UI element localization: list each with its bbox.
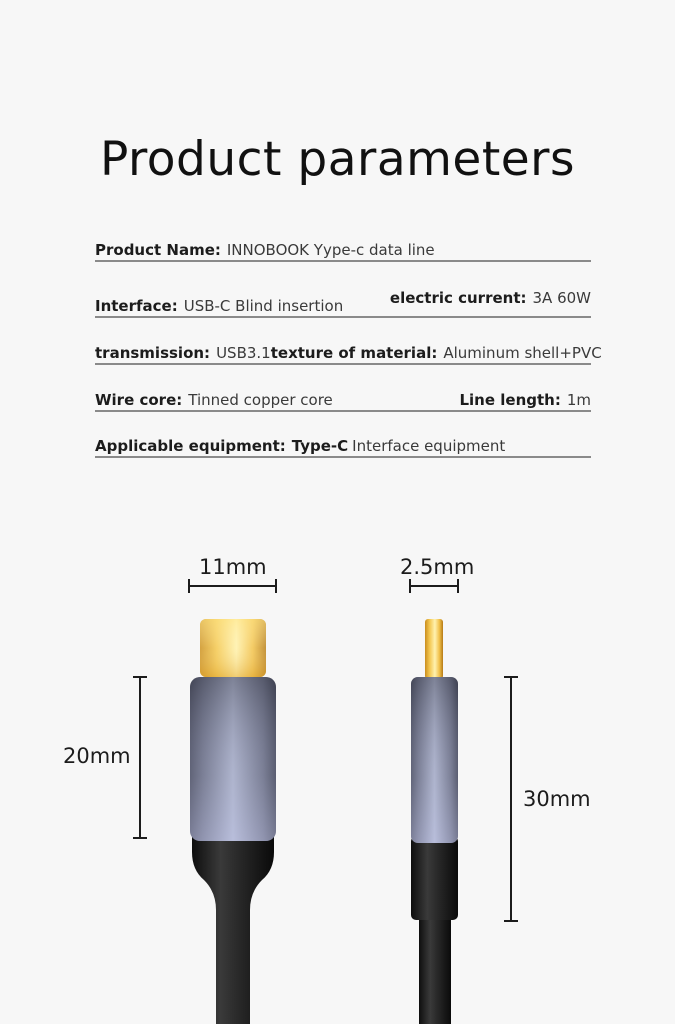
side-connector [411,619,458,1024]
front-connector [190,619,276,1024]
width-side-dimension-line [410,579,458,593]
electric-current-label: electric current: [389,289,527,307]
width-front-label: 11mm [199,555,267,579]
line-length-value: 1m [566,391,591,409]
texture-value: Aluminum shell+PVC [443,344,602,362]
height-front-dimension-line [133,677,147,838]
texture-label: texture of material: [270,344,438,362]
transmission-label: transmission: [95,344,211,362]
front-cable-boot [192,820,274,1024]
height-side-label: 30mm [523,787,591,811]
transmission-value: USB3.1 [216,344,271,362]
wire-core-value: Tinned copper core [188,391,333,409]
front-shell-shade [190,677,276,841]
width-front-dimension-line [189,579,276,593]
width-side-label: 2.5mm [400,555,475,579]
interface-label: Interface: [95,297,178,315]
side-gold-plug [425,619,443,679]
electric-current-value: 3A 60W [532,289,591,307]
product-name-value: INNOBOOK Yype-c data line [226,241,435,259]
height-side-dimension-line [504,677,518,921]
interface-value: USB-C Blind insertion [183,297,344,315]
wire-core-label: Wire core: [95,391,183,409]
front-gold-shine [200,619,266,677]
equipment-label: Applicable equipment: [95,437,286,455]
equipment-value: Interface equipment [352,437,506,455]
height-front-label: 20mm [63,744,131,768]
product-name-label: Product Name: [95,241,221,259]
side-cable-boot [411,836,458,920]
equipment-value-strong: Type-C [291,437,349,455]
side-shell-shade [411,677,458,843]
page-title: Product parameters [99,132,575,187]
line-length-label: Line length: [459,391,561,409]
